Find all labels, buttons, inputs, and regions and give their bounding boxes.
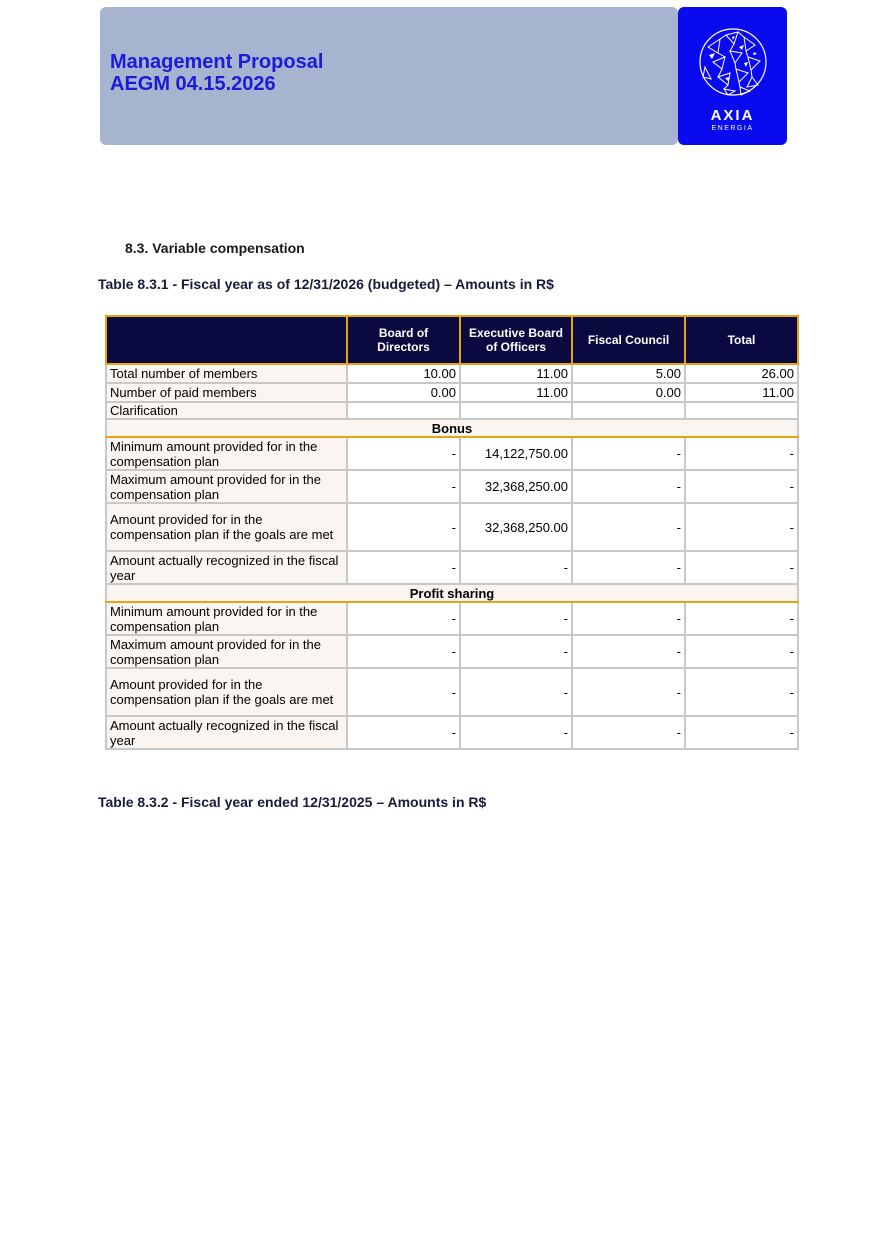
table-row: [106, 383, 798, 402]
row-label: Maximum amount provided for in the compensation plan: [106, 635, 347, 668]
column-header: Total: [685, 316, 798, 364]
logo-name: AXIA: [710, 107, 755, 124]
cell-value: 32,368,250.00: [460, 470, 572, 503]
cell-value: -: [347, 602, 460, 635]
cell-value: [347, 402, 460, 419]
cell-value: 32,368,250.00: [460, 503, 572, 551]
row-label: Amount actually recognized in the fiscal year: [106, 551, 347, 584]
cell-value: -: [685, 437, 798, 470]
cell-value: -: [460, 635, 572, 668]
cell-value: -: [572, 470, 685, 503]
table-row: [106, 437, 798, 470]
group-label: Profit sharing: [106, 584, 798, 602]
cell-value: -: [347, 551, 460, 584]
column-header: Fiscal Council: [572, 316, 685, 364]
table-row: [106, 602, 798, 635]
cell-value: 11.00: [685, 383, 798, 402]
cell-value: -: [572, 668, 685, 716]
cell-value: 26.00: [685, 364, 798, 383]
row-label: Total number of members: [106, 364, 347, 383]
table-header-row: [106, 316, 798, 364]
row-label: Amount actually recognized in the fiscal year: [106, 716, 347, 749]
table-row: [106, 402, 798, 419]
document-title: [110, 51, 323, 95]
document-title-line1: Management Proposal: [110, 51, 324, 73]
cell-value: -: [685, 716, 798, 749]
table-row: [106, 668, 798, 716]
cell-value: -: [572, 716, 685, 749]
column-header: [106, 316, 347, 364]
cell-value: -: [572, 551, 685, 584]
cell-value: -: [347, 635, 460, 668]
section-heading: 8.3. Variable compensation: [125, 240, 305, 256]
table-row: [106, 716, 798, 749]
cell-value: -: [460, 551, 572, 584]
cell-value: -: [347, 437, 460, 470]
column-header: Board of Directors: [347, 316, 460, 364]
row-label: Maximum amount provided for in the compensation plan: [106, 470, 347, 503]
cell-value: 11.00: [460, 364, 572, 383]
document-title-line2: AEGM 04.15.2026: [110, 73, 276, 95]
table-row: [106, 635, 798, 668]
cell-value: -: [685, 503, 798, 551]
row-label: Amount provided for in the compensation plan if the goals are met: [106, 668, 347, 716]
row-label: Amount provided for in the compensation plan if the goals are met: [106, 503, 347, 551]
cell-value: -: [460, 716, 572, 749]
cell-value: 0.00: [347, 383, 460, 402]
cell-value: -: [572, 503, 685, 551]
cell-value: -: [572, 437, 685, 470]
group-label: Bonus: [106, 419, 798, 437]
cell-value: 10.00: [347, 364, 460, 383]
column-header: Executive Board of Officers: [460, 316, 572, 364]
cell-value: -: [347, 668, 460, 716]
cell-value: -: [460, 668, 572, 716]
table-caption-1: Table 8.3.1 - Fiscal year as of 12/31/2026 (budgeted) – Amounts in R$: [98, 276, 554, 292]
globe-icon: [678, 7, 787, 107]
company-logo: [678, 7, 787, 145]
header-banner: [100, 7, 678, 145]
row-label: Minimum amount provided for in the compensation plan: [106, 602, 347, 635]
variable-compensation-table: [105, 315, 799, 750]
cell-value: -: [347, 470, 460, 503]
cell-value: [572, 402, 685, 419]
cell-value: [460, 402, 572, 419]
row-label: Number of paid members: [106, 383, 347, 402]
group-header-profit-sharing: [106, 584, 798, 602]
cell-value: -: [572, 635, 685, 668]
table-row: [106, 551, 798, 584]
cell-value: -: [347, 716, 460, 749]
table-row: [106, 470, 798, 503]
cell-value: 5.00: [572, 364, 685, 383]
cell-value: [685, 402, 798, 419]
cell-value: 11.00: [460, 383, 572, 402]
cell-value: -: [685, 602, 798, 635]
cell-value: -: [685, 551, 798, 584]
row-label: Minimum amount provided for in the compensation plan: [106, 437, 347, 470]
cell-value: 14,122,750.00: [460, 437, 572, 470]
cell-value: -: [572, 602, 685, 635]
cell-value: 0.00: [572, 383, 685, 402]
cell-value: -: [347, 503, 460, 551]
table-row: [106, 364, 798, 383]
table-caption-2: Table 8.3.2 - Fiscal year ended 12/31/2025 – Amounts in R$: [98, 794, 487, 810]
cell-value: -: [685, 635, 798, 668]
row-label: Clarification: [106, 402, 347, 419]
cell-value: -: [685, 668, 798, 716]
group-header-bonus: [106, 419, 798, 437]
logo-subtitle: ENERGIA: [711, 125, 754, 132]
table-row: [106, 503, 798, 551]
cell-value: -: [685, 470, 798, 503]
cell-value: -: [460, 602, 572, 635]
